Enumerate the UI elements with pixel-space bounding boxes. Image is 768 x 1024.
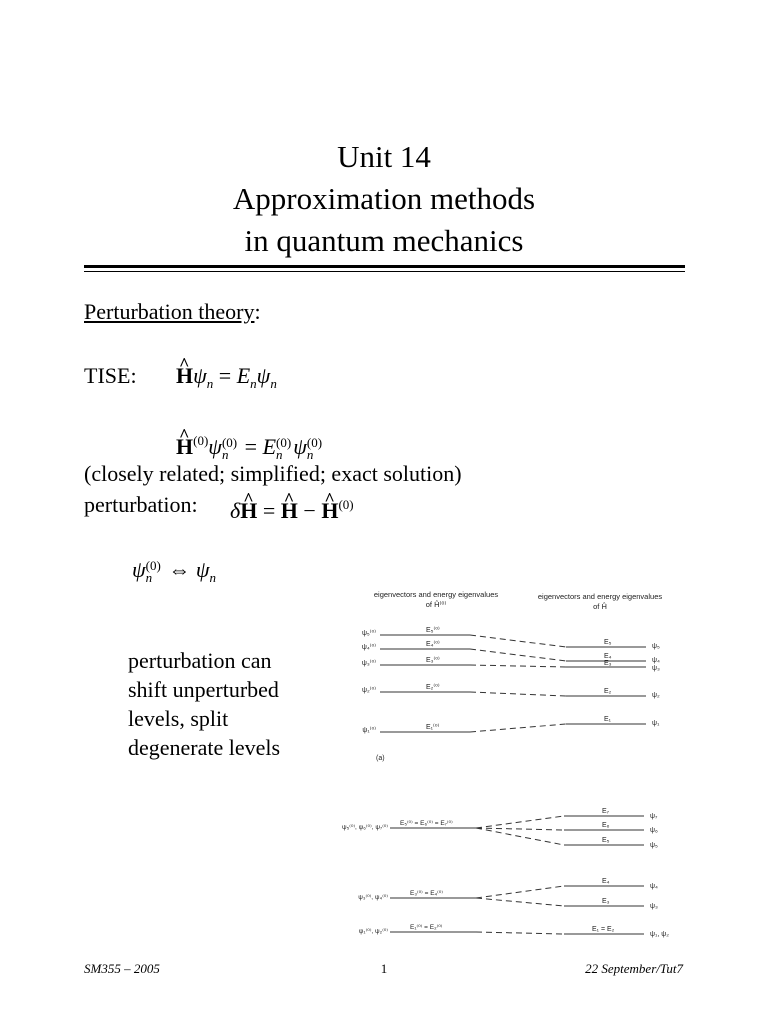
connector-b-7 xyxy=(476,816,564,828)
panel-b-left-levels xyxy=(390,828,476,932)
psi-a-right-5: ψ₅ xyxy=(652,643,660,650)
title-line-2: Approximation methods xyxy=(232,181,536,216)
perturbation-label: perturbation: xyxy=(84,492,198,517)
energy-a-left-2: E₂⁽⁰⁾ xyxy=(426,684,440,691)
title-line-1: Unit 14 xyxy=(337,139,431,174)
energy-a-right-4: E₄ xyxy=(604,653,612,660)
note-line-1: perturbation can xyxy=(128,648,272,673)
psi-a-right-2: ψ₂ xyxy=(652,692,660,699)
psi-a-left-2: ψ₂⁽⁰⁾ xyxy=(362,687,376,694)
footer-right: 22 September/Tut7 xyxy=(585,961,683,976)
psi-a-left-1: ψ₁⁽⁰⁾ xyxy=(362,727,376,734)
energy-a-right-1: E₁ xyxy=(604,716,612,723)
panel-a-left-labels xyxy=(362,626,440,734)
energy-a-right-5: E₅ xyxy=(604,639,612,646)
energy-b-right-5: E₅ xyxy=(602,837,610,844)
energy-b-left-1: E₁⁽⁰⁾ = E₂⁽⁰⁾ xyxy=(410,924,443,931)
energy-level-diagram xyxy=(336,584,696,954)
connector-a-4 xyxy=(470,649,566,661)
page-title xyxy=(0,136,768,262)
energy-b-right-12: E₁ = E₂ xyxy=(592,926,615,933)
section-heading-text: Perturbation theory xyxy=(84,299,255,324)
panel-b-right-labels xyxy=(592,808,669,938)
energy-b-right-7: E₇ xyxy=(602,808,610,815)
panel-b-right-levels xyxy=(564,816,644,934)
connector-a-3 xyxy=(470,665,566,667)
psi-b-left-3: ψ₅⁽⁰⁾, ψ₆⁽⁰⁾, ψ₇⁽⁰⁾ xyxy=(342,824,388,831)
psi-b-right-6: ψ₆ xyxy=(650,827,658,834)
connector-a-5 xyxy=(470,635,566,647)
connector-b-3 xyxy=(476,898,564,906)
energy-a-left-3: E₃⁽⁰⁾ xyxy=(426,657,440,664)
tise-equation: ^ $H\psi_n = E_n\psi_n$ xyxy=(176,362,277,398)
psi-b-left-1: ψ₁⁽⁰⁾, ψ₂⁽⁰⁾ xyxy=(358,928,388,935)
energy-a-left-5: E₅⁽⁰⁾ xyxy=(426,627,440,634)
note-line-4: degenerate levels xyxy=(128,735,281,760)
connector-b-12 xyxy=(476,932,564,934)
perturbation-note xyxy=(128,646,280,762)
psi-a-left-4: ψ₄⁽⁰⁾ xyxy=(361,644,376,651)
psi-a-left-5: ψ₅⁽⁰⁾ xyxy=(361,630,376,637)
psi-b-right-12: ψ₁, ψ₂ xyxy=(650,931,669,938)
title-rule-thick xyxy=(84,265,685,268)
col-right-header-1: eigenvectors and energy eigenvalues xyxy=(537,592,663,601)
note-line-3: levels, split xyxy=(128,706,229,731)
energy-b-right-4: E₄ xyxy=(602,878,610,885)
energy-b-left-3: E₅⁽⁰⁾ = E₆⁽⁰⁾ = E₇⁽⁰⁾ xyxy=(400,820,453,827)
psi-a-right-3: ψ₃ xyxy=(652,665,660,672)
closely-related-text: (closely related; simplified; exact solution) xyxy=(84,461,462,486)
footer-left: SM355 – 2005 xyxy=(84,961,160,976)
tise-label: TISE: xyxy=(84,363,137,388)
page-number: 1 xyxy=(380,961,388,976)
unperturbed-equation: ^ $H^{(0)}\psi$ (0) n = E (0) n ψ (0) n xyxy=(176,427,324,461)
connector-a-2 xyxy=(470,692,566,696)
panel-b-left-labels xyxy=(342,820,453,935)
col-right-header-2: of Ĥ xyxy=(593,602,607,611)
psi-b-right-3: ψ₃ xyxy=(650,903,658,910)
psi-b-right-5: ψ₅ xyxy=(650,842,658,849)
connector-b-4 xyxy=(476,886,564,898)
connector-a-1 xyxy=(470,724,566,732)
title-rule-thin xyxy=(84,271,685,272)
section-heading xyxy=(84,298,261,326)
panel-a-connectors xyxy=(470,635,566,732)
panel-a-right-labels xyxy=(604,639,660,727)
energy-b-right-3: E₃ xyxy=(602,898,610,905)
connector-b-5 xyxy=(476,828,564,845)
energy-b-left-2: E₃⁽⁰⁾ = E₄⁽⁰⁾ xyxy=(410,890,443,897)
psi-b-right-4: ψ₄ xyxy=(650,883,658,890)
energy-a-right-3: E₃ xyxy=(604,660,612,667)
psi-a-right-4: ψ₄ xyxy=(652,657,660,664)
col-left-header-1: eigenvectors and energy eigenvalues xyxy=(373,590,499,599)
psi-a-left-3: ψ₃⁽⁰⁾ xyxy=(361,660,376,667)
section-heading-colon: : xyxy=(254,299,261,324)
energy-a-left-4: E₄⁽⁰⁾ xyxy=(426,641,440,648)
perturbation-equation: δ^ H = ^ H − ^ $H^{(0)}$ xyxy=(230,491,354,525)
psi-a-right-1: ψ₁ xyxy=(652,720,660,727)
col-left-header-2: of Ĥ⁽⁰⁾ xyxy=(425,600,447,609)
correspondence-equation: ψ (0) n ⇔ $\psi_n$ xyxy=(132,557,217,585)
note-line-2: shift unperturbed xyxy=(128,677,279,702)
psi-b-right-7: ψ₇ xyxy=(650,813,658,820)
panel-a-label: (a) xyxy=(376,755,385,762)
title-line-3: in quantum mechanics xyxy=(244,223,524,258)
panel-a-left-levels xyxy=(380,635,470,732)
energy-b-right-6: E₆ xyxy=(602,822,610,829)
psi-b-left-2: ψ₃⁽⁰⁾, ψ₄⁽⁰⁾ xyxy=(358,894,388,901)
connector-b-6 xyxy=(476,828,564,830)
energy-a-left-1: E₁⁽⁰⁾ xyxy=(426,724,440,731)
panel-b-connectors xyxy=(476,816,564,934)
energy-a-right-2: E₂ xyxy=(604,688,612,695)
